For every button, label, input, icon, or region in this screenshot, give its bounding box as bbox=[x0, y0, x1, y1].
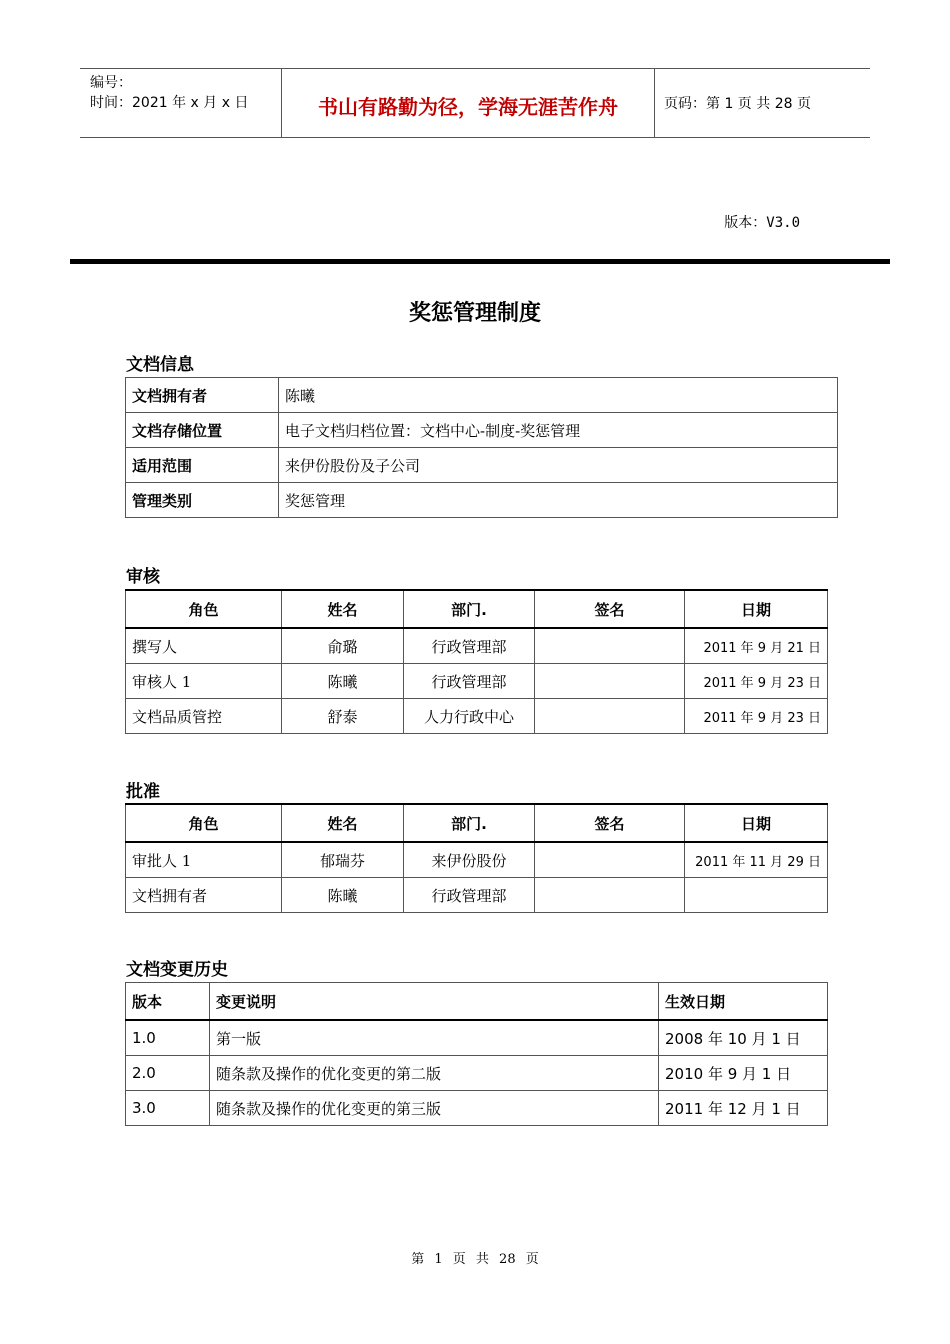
column-header: 变更说明 bbox=[210, 983, 659, 1021]
department-cell: 来伊份股份 bbox=[404, 842, 535, 878]
date-cell: 2011 年 9 月 23 日 bbox=[685, 664, 828, 699]
column-header: 版本 bbox=[126, 983, 210, 1021]
table-row bbox=[126, 483, 838, 518]
table-row bbox=[126, 699, 828, 734]
role-cell: 文档拥有者 bbox=[126, 878, 282, 913]
name-cell: 陈曦 bbox=[282, 664, 404, 699]
doc-info-table bbox=[125, 377, 838, 518]
column-header: 姓名 bbox=[282, 590, 404, 628]
doc-info-label: 管理类别 bbox=[126, 483, 279, 518]
page-header bbox=[80, 68, 870, 138]
signature-cell bbox=[535, 699, 685, 734]
column-header: 部门. bbox=[404, 804, 535, 842]
doc-info-value: 来伊份股份及子公司 bbox=[279, 448, 838, 483]
header-meta bbox=[90, 73, 248, 113]
role-cell: 撰写人 bbox=[126, 628, 282, 664]
role-cell: 文档品质管控 bbox=[126, 699, 282, 734]
role-cell: 审批人 1 bbox=[126, 842, 282, 878]
name-cell: 郁瑞芬 bbox=[282, 842, 404, 878]
review-heading: 审核 bbox=[126, 567, 160, 587]
column-header: 签名 bbox=[535, 804, 685, 842]
date-cell bbox=[685, 878, 828, 913]
department-cell: 行政管理部 bbox=[404, 628, 535, 664]
table-row bbox=[126, 878, 828, 913]
signature-cell bbox=[535, 842, 685, 878]
title-rule bbox=[70, 259, 890, 264]
date-cell: 2011 年 9 月 23 日 bbox=[685, 699, 828, 734]
table-row bbox=[126, 1091, 828, 1126]
column-header: 角色 bbox=[126, 590, 282, 628]
table-row bbox=[126, 448, 838, 483]
version-cell: 1.0 bbox=[126, 1020, 210, 1056]
column-header: 部门. bbox=[404, 590, 535, 628]
review-table bbox=[125, 589, 828, 734]
table-row bbox=[126, 1020, 828, 1056]
doc-number-label: 编号： bbox=[90, 75, 132, 91]
name-cell: 陈曦 bbox=[282, 878, 404, 913]
effective-date-cell: 2008 年 10 月 1 日 bbox=[659, 1020, 828, 1056]
date-cell: 2011 年 11 月 29 日 bbox=[685, 842, 828, 878]
change-description-cell: 第一版 bbox=[210, 1020, 659, 1056]
column-header: 角色 bbox=[126, 804, 282, 842]
header-divider bbox=[654, 69, 655, 137]
doc-time-label: 时间：2021 年 x 月 x 日 bbox=[90, 95, 249, 111]
table-header-row bbox=[126, 804, 828, 842]
table-header-row bbox=[126, 590, 828, 628]
doc-info-value: 陈曦 bbox=[279, 378, 838, 413]
doc-info-label: 适用范围 bbox=[126, 448, 279, 483]
column-header: 姓名 bbox=[282, 804, 404, 842]
department-cell: 人力行政中心 bbox=[404, 699, 535, 734]
approval-heading: 批准 bbox=[126, 782, 160, 802]
header-page-info: 页码：第 1 页 共 28 页 bbox=[664, 96, 811, 112]
role-cell: 审核人 1 bbox=[126, 664, 282, 699]
name-cell: 俞璐 bbox=[282, 628, 404, 664]
column-header: 日期 bbox=[685, 804, 828, 842]
document-title: 奖惩管理制度 bbox=[408, 301, 541, 326]
doc-info-label: 文档拥有者 bbox=[126, 378, 279, 413]
table-row bbox=[126, 413, 838, 448]
header-motto: 书山有路勤为径，学海无涯苦作舟 bbox=[318, 95, 618, 119]
doc-info-label: 文档存储位置 bbox=[126, 413, 279, 448]
doc-info-value: 电子文档归档位置：文档中心-制度-奖惩管理 bbox=[279, 413, 838, 448]
doc-info-heading: 文档信息 bbox=[126, 355, 194, 375]
department-cell: 行政管理部 bbox=[404, 664, 535, 699]
history-heading: 文档变更历史 bbox=[126, 960, 228, 980]
signature-cell bbox=[535, 628, 685, 664]
effective-date-cell: 2011 年 12 月 1 日 bbox=[659, 1091, 828, 1126]
signature-cell bbox=[535, 664, 685, 699]
column-header: 签名 bbox=[535, 590, 685, 628]
date-cell: 2011 年 9 月 21 日 bbox=[685, 628, 828, 664]
name-cell: 舒泰 bbox=[282, 699, 404, 734]
effective-date-cell: 2010 年 9 月 1 日 bbox=[659, 1056, 828, 1091]
page-footer: 第 1 页 共 28 页 bbox=[411, 1252, 539, 1267]
department-cell: 行政管理部 bbox=[404, 878, 535, 913]
table-header-row bbox=[126, 983, 828, 1021]
column-header: 生效日期 bbox=[659, 983, 828, 1021]
change-description-cell: 随条款及操作的优化变更的第三版 bbox=[210, 1091, 659, 1126]
version-cell: 3.0 bbox=[126, 1091, 210, 1126]
approval-table bbox=[125, 803, 828, 913]
table-row bbox=[126, 1056, 828, 1091]
table-row bbox=[126, 378, 838, 413]
signature-cell bbox=[535, 878, 685, 913]
version-label: 版本：V3.0 bbox=[724, 215, 800, 231]
table-row bbox=[126, 842, 828, 878]
table-row bbox=[126, 664, 828, 699]
column-header: 日期 bbox=[685, 590, 828, 628]
table-row bbox=[126, 628, 828, 664]
change-description-cell: 随条款及操作的优化变更的第二版 bbox=[210, 1056, 659, 1091]
version-cell: 2.0 bbox=[126, 1056, 210, 1091]
history-table bbox=[125, 982, 828, 1126]
doc-info-value: 奖惩管理 bbox=[279, 483, 838, 518]
